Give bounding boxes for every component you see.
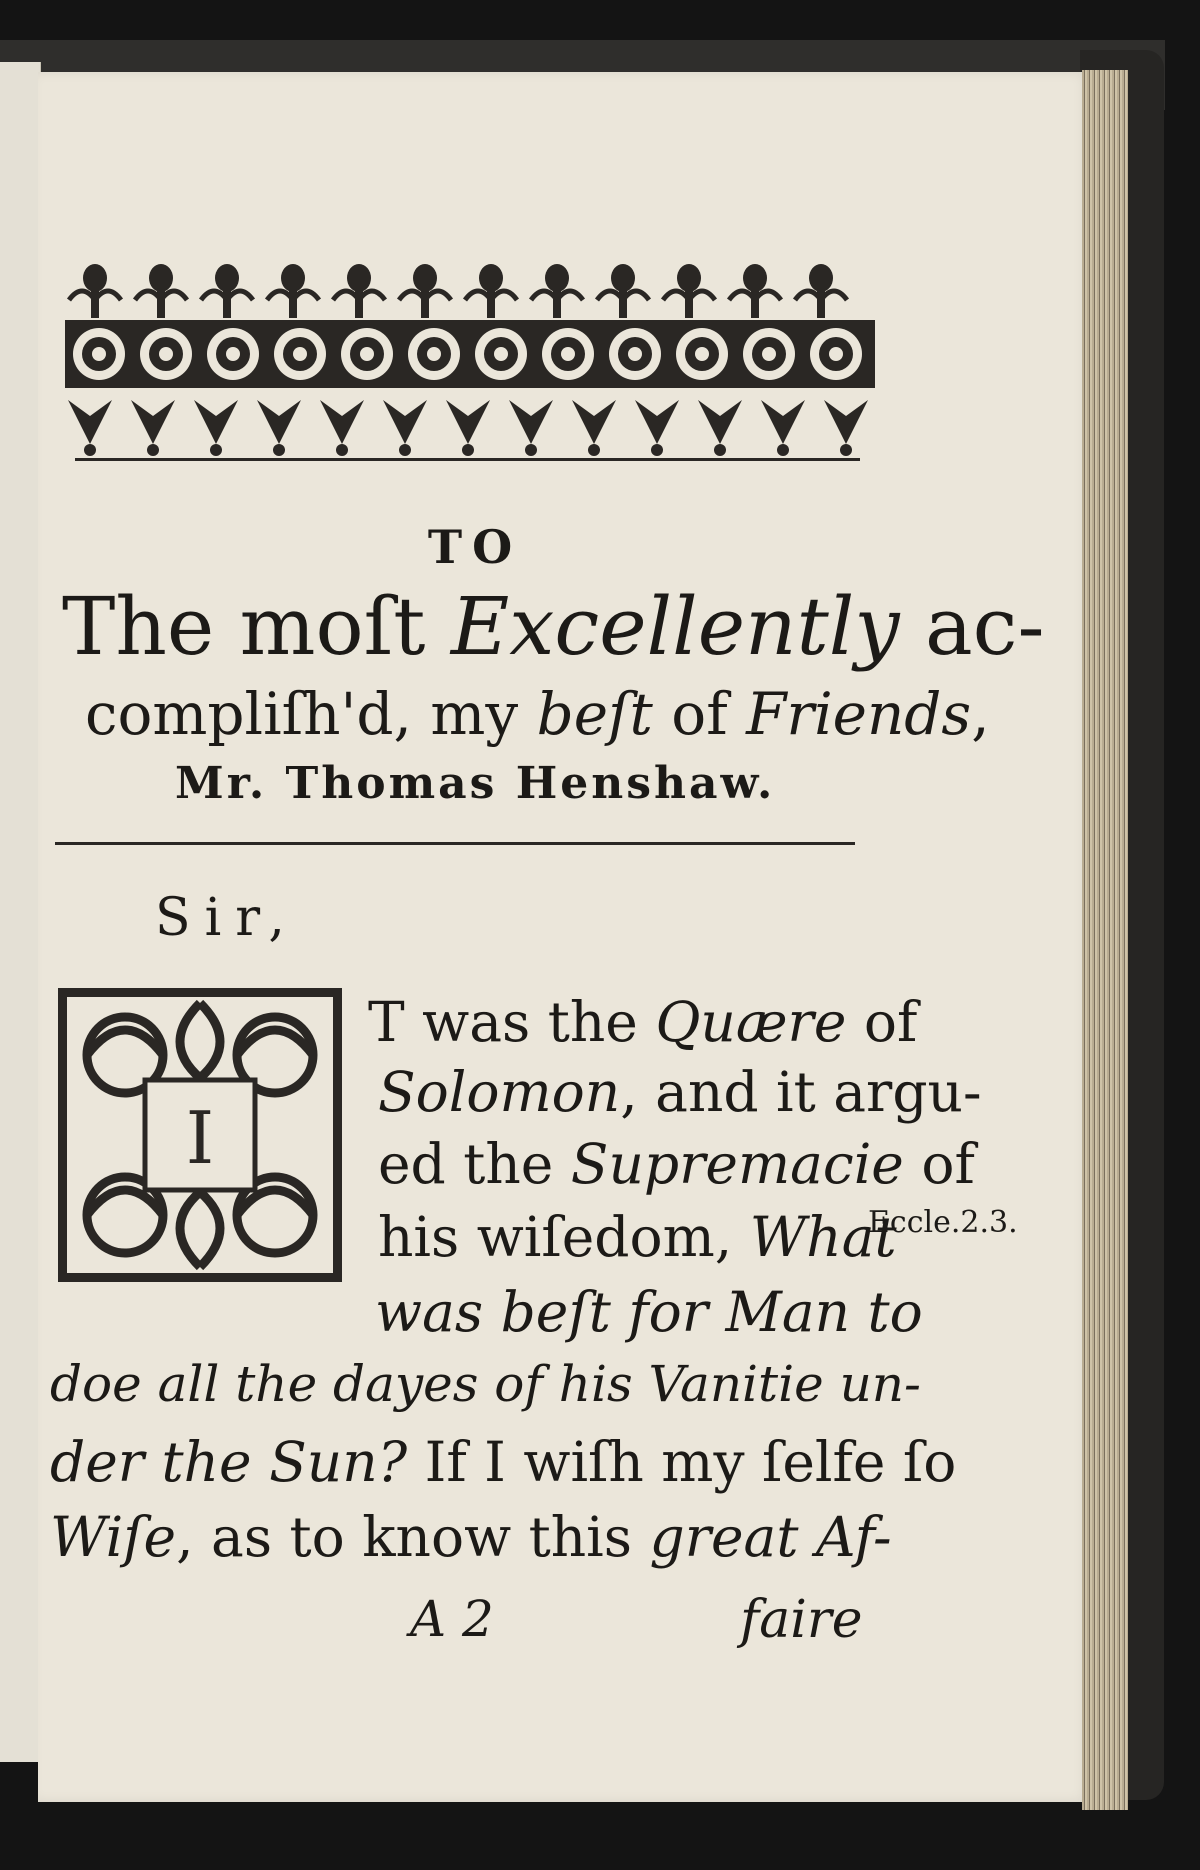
margin-note: Eccle.2.3. <box>868 1205 1018 1240</box>
body-line-2 <box>378 1060 982 1124</box>
dedication-text: compliſh'd, my <box>85 680 537 748</box>
dedicatee-name: Mr. Thomas Henshaw. <box>175 758 776 809</box>
dedication-text: ac- <box>899 580 1045 673</box>
body-line-1 <box>368 990 917 1054</box>
page-fore-edge <box>1082 70 1128 1810</box>
body-italic: der the Sun? <box>50 1430 408 1494</box>
body-line-8 <box>50 1505 892 1569</box>
dedication-text: of <box>652 680 747 748</box>
dedication-italic: Friends <box>746 680 972 748</box>
dedication-italic: beſt <box>536 680 653 748</box>
decorated-initial-icon <box>55 985 345 1285</box>
body-italic: great Af- <box>649 1505 892 1569</box>
body-italic: Solomon <box>378 1060 621 1124</box>
body-line-3 <box>378 1132 975 1196</box>
body-line-4 <box>378 1205 897 1269</box>
body-line-5: was beſt for Man to <box>375 1280 923 1344</box>
body-line-6: doe all the dayes of his Vanitie un- <box>50 1355 921 1413</box>
body-text: of <box>903 1132 975 1196</box>
drop-cap-letter: I <box>185 1096 215 1180</box>
dedication-italic: Excellently <box>450 580 900 673</box>
ornament-crown-row <box>69 264 847 318</box>
ornament-rosette-row <box>65 320 875 388</box>
salutation: Sir, <box>155 888 299 948</box>
body-text: T was the <box>368 990 656 1054</box>
ornament-bottom-row <box>68 400 868 456</box>
section-rule <box>55 842 855 845</box>
body-italic: Supremacie <box>570 1132 904 1196</box>
dedication-line-1 <box>62 580 1044 673</box>
body-text: , and it argu- <box>620 1060 982 1124</box>
signature-mark: A 2 <box>410 1590 494 1648</box>
body-text: , as to know this <box>176 1505 650 1569</box>
body-italic: Wiſe <box>50 1505 177 1569</box>
facing-page-edge <box>0 62 41 1762</box>
headpiece-rule <box>75 458 860 461</box>
catchword: faire <box>740 1590 863 1650</box>
body-italic: Quære <box>655 990 847 1054</box>
dedication-to: TO <box>427 520 523 574</box>
body-text: If I wiſh my ſelfe ſo <box>407 1430 957 1494</box>
dedication-text: , <box>971 680 990 748</box>
dedication-text: The moſt <box>62 580 451 673</box>
body-text: of <box>846 990 918 1054</box>
dedication-line-2 <box>85 680 990 748</box>
ornament-headpiece-icon <box>65 250 875 460</box>
body-italic: What <box>749 1205 897 1269</box>
body-text: ed the <box>378 1132 571 1196</box>
body-line-7 <box>50 1430 956 1494</box>
body-text: his wiſedom, <box>378 1205 750 1269</box>
